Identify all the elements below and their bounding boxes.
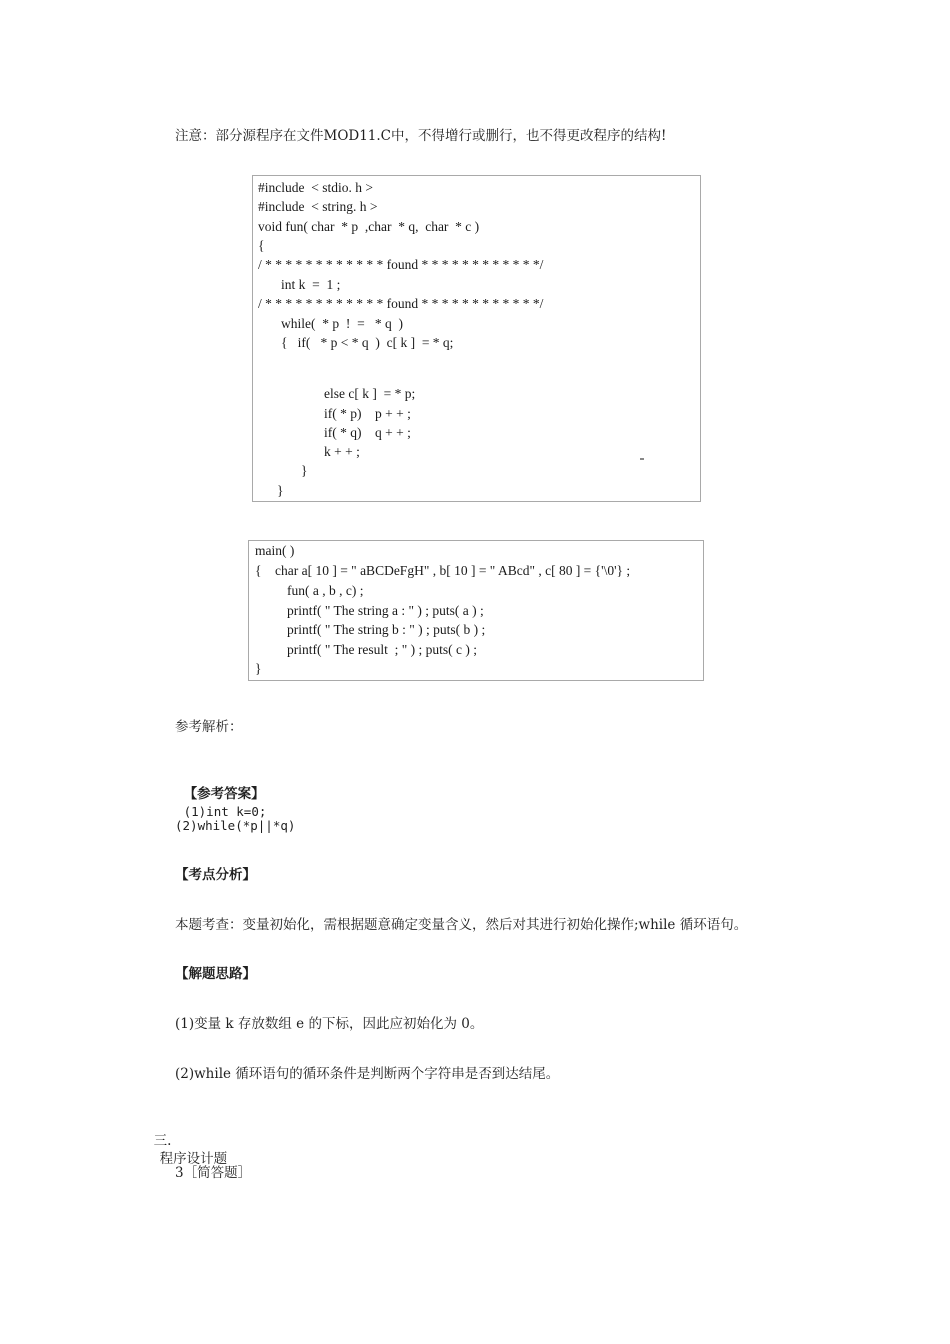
- code-line: else c[ k ] = * p;: [324, 386, 416, 401]
- code-line: }: [301, 463, 308, 478]
- code-line: fun( a , b , c) ;: [287, 583, 364, 598]
- code-line: if( * p) p + + ;: [324, 406, 411, 421]
- code-line: printf( " The result ; " ) ; puts( c ) ;: [287, 642, 477, 657]
- code-line: printf( " The string a : " ) ; puts( a ) ;: [287, 603, 484, 618]
- code-line: void fun( char * p ,char * q, char * c ): [258, 219, 480, 234]
- approach-1: (1)变量 k 存放数组 e 的下标，因此应初始化为 0。: [175, 1016, 484, 1032]
- code-line: { if( * p < * q ) c[ k ] = * q;: [281, 335, 454, 350]
- code-line: }: [255, 661, 262, 676]
- analysis-text: 本题考查：变量初始化，需根据题意确定变量含义，然后对其进行初始化操作;while 循环语句。: [175, 917, 748, 933]
- approach-label: 【解题思路】: [175, 966, 256, 982]
- reference-label: 参考解析：: [175, 719, 243, 735]
- notice-text: 注意：部分源程序在文件MOD11.C中，不得增行或删行，也不得更改程序的结构!: [175, 128, 667, 144]
- code-line: / * * * * * * * * * * * * found * * * * * * * * * * * */: [258, 257, 544, 272]
- code-line: {: [258, 238, 265, 253]
- question-label: 3［简答题］: [175, 1165, 252, 1181]
- approach-2: (2)while 循环语句的循环条件是判断两个字符串是否到达结尾。: [175, 1066, 560, 1082]
- section-title: 程序设计题: [159, 1151, 228, 1167]
- code-line: #include < stdio. h >: [258, 180, 373, 195]
- code-line: / * * * * * * * * * * * * found * * * * * * * * * * * */: [258, 296, 544, 311]
- code-image-main: [248, 540, 704, 681]
- analysis-label: 【考点分析】: [175, 867, 256, 883]
- code-line: int k = 1 ;: [281, 277, 341, 292]
- section-number: 三.: [153, 1133, 172, 1149]
- answer-row: [175, 767, 266, 821]
- code-image-fun: [252, 175, 701, 502]
- scan-speck: [640, 458, 644, 460]
- code-line: #include < string. h >: [258, 199, 378, 214]
- section-heading: [145, 1114, 227, 1168]
- code-line: k + + ;: [324, 444, 360, 459]
- code-line: { char a[ 10 ] = " aBCDeFgH" , b[ 10 ] = " ABcd" , c[ 80 ] = {'\0'} ;: [255, 563, 631, 578]
- answer-1: (1)int k=0;: [183, 804, 267, 819]
- code-line: main( ): [255, 543, 295, 558]
- answer-label: 【参考答案】: [183, 786, 265, 802]
- code-line: while( * p ! = * q ): [281, 316, 403, 331]
- code-line: printf( " The string b : " ) ; puts( b ) ;: [287, 622, 486, 637]
- answer-2: (2)while(*p||*q): [175, 818, 296, 833]
- code-line: if( * q) q + + ;: [324, 425, 411, 440]
- code-line: }: [277, 483, 284, 498]
